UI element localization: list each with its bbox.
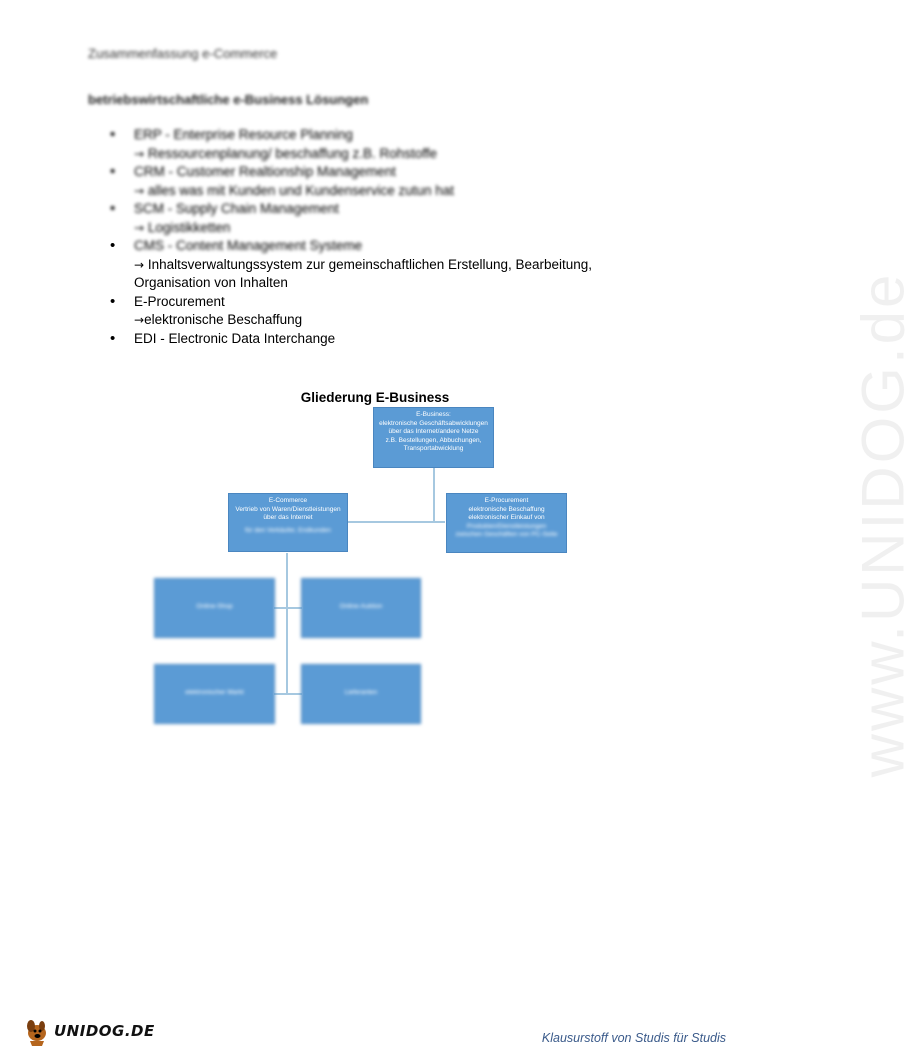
diagram-ecommerce-box: E-Commerce Vertrieb von Waren/Dienstleistungen über das Internet für den Verkäufer, Endkunden <box>228 493 348 552</box>
section-title: betriebswirtschaftliche e-Business Lösungen <box>88 92 369 107</box>
diagram-eprocurement-box: E-Procurement elektronische Beschaffung elektronischer Einkauf von Produkten/Dienstleistungen zwischen Geschäften von PC-Seite <box>446 493 567 553</box>
list-item-label: CMS - Content Management Systeme <box>134 238 363 253</box>
list-item <box>108 237 628 293</box>
connector-line <box>274 607 302 609</box>
solutions-list <box>108 126 628 348</box>
list-item-label: ERP - Enterprise Resource Planning <box>134 127 353 142</box>
connector-line <box>433 467 435 523</box>
connector-line <box>347 521 445 523</box>
diagram-child-box: Online-Shop <box>154 578 275 638</box>
arrow-icon: → <box>134 183 145 198</box>
unidog-logo <box>22 1014 155 1053</box>
list-item-sub: Ressourcenplanung/ beschaffung z.B. Rohstoffe <box>147 145 438 161</box>
list-item-sub: Logistikketten <box>147 219 231 235</box>
arrow-icon: → <box>134 220 145 235</box>
list-item-label: EDI - Electronic Data Interchange <box>134 330 336 346</box>
list-item <box>108 163 628 200</box>
arrow-icon: → <box>134 257 145 272</box>
list-item <box>108 200 628 237</box>
list-item-label: E-Procurement <box>134 293 225 309</box>
diagram-title: Gliederung E-Business <box>300 390 450 405</box>
list-item <box>108 126 628 163</box>
connector-line <box>274 693 302 695</box>
diagram-root-box: E-Business: elektronische Geschäftsabwicklungen über das Internet/andere Netze z.B. Bestellungen, Abbuchungen, Transportabwicklung <box>373 407 494 468</box>
list-item-label: SCM - Supply Chain Management <box>134 201 339 216</box>
connector-line <box>286 553 288 695</box>
arrow-icon: → <box>134 313 145 327</box>
list-item-label: CRM - Customer Realtionship Management <box>134 164 396 179</box>
brand-name: UNIDOG.DE <box>54 1022 155 1040</box>
list-item <box>108 330 628 349</box>
footer-tagline: Klausurstoff von Studis für Studis <box>541 1031 726 1045</box>
watermark: www.UNIDOG.de <box>849 271 917 778</box>
list-item <box>108 293 628 330</box>
document-header: Zusammenfassung e-Commerce <box>88 46 278 61</box>
diagram-child-box: elektronischer Markt <box>154 664 275 724</box>
list-item-sub: elektronische Beschaffung <box>144 312 303 327</box>
diagram-child-box: Lieferanten <box>301 664 421 724</box>
list-item-sub: alles was mit Kunden und Kundenservice zutun hat <box>147 182 455 198</box>
list-item-sub: Inhaltsverwaltungssystem zur gemeinschaftlichen Erstellung, Bearbeitung, Organisation von Inhalten <box>134 256 593 290</box>
arrow-icon: → <box>134 146 145 161</box>
diagram-child-box: Online-Auktion <box>301 578 421 638</box>
